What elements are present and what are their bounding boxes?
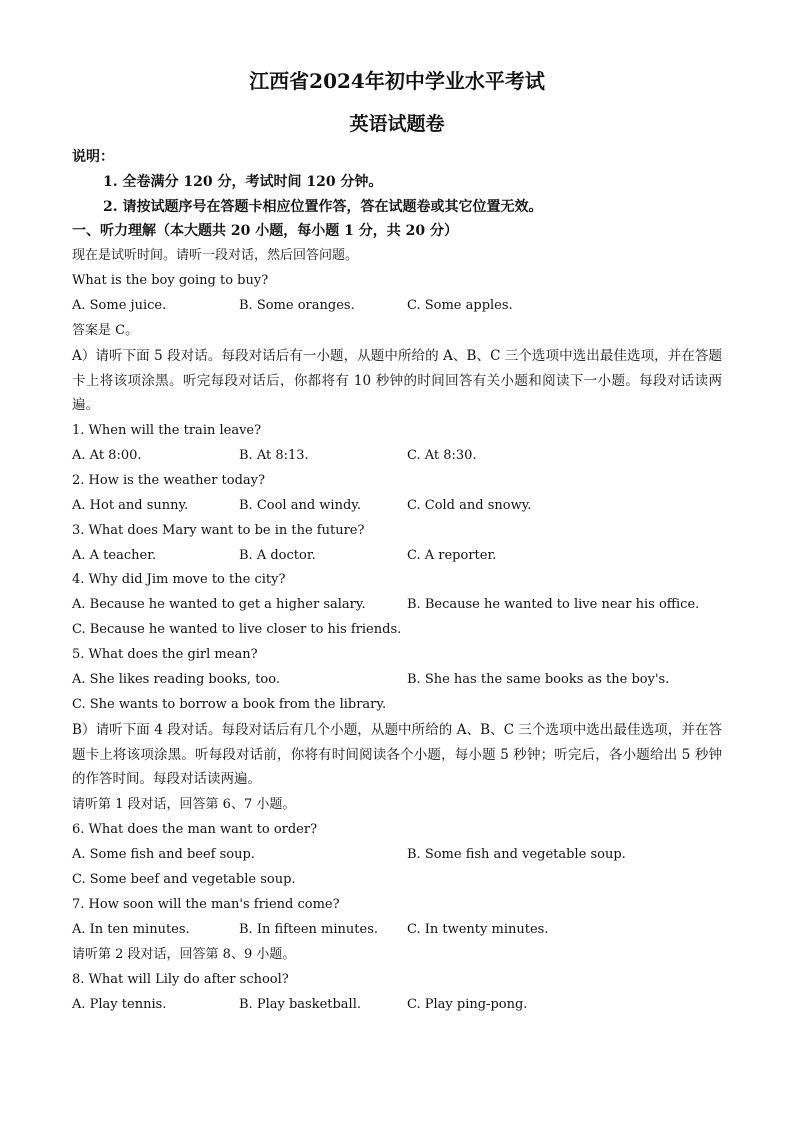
option-b: B. At 8:13. (239, 448, 309, 463)
dialog-intro: 请听第 2 段对话，回答第 8、9 小题。 (72, 947, 296, 962)
option-a: A. Some fish and beef soup. (72, 847, 255, 862)
section-heading: 一、听力理解（本大题共 20 小题，每小题 1 分，共 20 分） (72, 223, 458, 239)
trial-intro: 现在是试听时间。请听一段对话，然后回答问题。 (72, 248, 359, 263)
option-b: B. Cool and windy. (239, 498, 362, 513)
instruction-item: 2. 请按试题序号在答题卡相应位置作答，答在试题卷或其它位置无效。 (103, 199, 543, 215)
instruction-item: 1. 全卷满分 120 分，考试时间 120 分钟。 (103, 174, 383, 190)
option-c: C. In twenty minutes. (407, 922, 549, 937)
option-b: B. A doctor. (239, 548, 316, 563)
option-b: B. In fifteen minutes. (239, 922, 379, 937)
option-a: A. In ten minutes. (72, 922, 190, 937)
question: 8. What will Lily do after school? (72, 972, 289, 987)
option-b: B. Because he wanted to live near his office. (407, 597, 700, 612)
exam-title: 江西省2024年初中学业水平考试 (249, 69, 545, 93)
option-c: C. Cold and snowy. (407, 498, 532, 513)
part-b-instructions: B）请听下面 4 段对话。每段对话后有几个小题，从题中所给的 A、B、C 三个选项中选出最佳选项，并在答题卡上将该项涂黑。听每段对话前，你将有时间阅读各个小题，每小题 5 秒钟；听完后，各小题给出 5 秒钟的作答时间。每段对话读两遍。 (72, 722, 722, 787)
option-a: A. She likes reading books, too. (72, 672, 280, 687)
option-a: A. Because he wanted to get a higher salary. (72, 597, 366, 612)
option-a: A. Some juice. (72, 298, 167, 313)
option-b: B. Play basketball. (239, 997, 362, 1012)
option-c: C. Some beef and vegetable soup. (72, 872, 296, 887)
option-c: C. Some apples. (407, 298, 513, 313)
question: 2. How is the weather today? (72, 473, 265, 488)
question: 1. When will the train leave? (72, 423, 262, 438)
option-b: B. She has the same books as the boy's. (407, 672, 670, 687)
option-c: C. Play ping-pong. (407, 997, 528, 1012)
option-c: C. A reporter. (407, 548, 497, 563)
instructions-label: 说明： (72, 149, 114, 165)
option-a: A. Hot and sunny. (72, 498, 189, 513)
question: 4. Why did Jim move to the city? (72, 572, 286, 587)
option-c: C. She wants to borrow a book from the library. (72, 697, 387, 712)
option-c: C. Because he wanted to live closer to his friends. (72, 622, 402, 637)
question: 6. What does the man want to order? (72, 822, 318, 837)
option-b: B. Some fish and vegetable soup. (407, 847, 626, 862)
question: 3. What does Mary want to be in the future? (72, 523, 365, 538)
trial-answer: 答案是 C。 (72, 323, 139, 338)
question: 7. How soon will the man's friend come? (72, 897, 340, 912)
dialog-intro: 请听第 1 段对话，回答第 6、7 小题。 (72, 797, 296, 812)
option-a: A. A teacher. (72, 548, 157, 563)
option-c: C. At 8:30. (407, 448, 477, 463)
option-b: B. Some oranges. (239, 298, 355, 313)
exam-subtitle: 英语试题卷 (349, 113, 445, 135)
option-a: A. Play tennis. (72, 997, 167, 1012)
option-a: A. At 8:00. (72, 448, 142, 463)
part-a-instructions: A）请听下面 5 段对话。每段对话后有一小题，从题中所给的 A、B、C 三个选项中选出最佳选项，并在答题卡上将该项涂黑。听完每段对话后，你都将有 10 秒钟的时间回答有关小题和阅读下一小题。每段对话读两遍。 (72, 348, 722, 413)
trial-question: What is the boy going to buy? (72, 273, 269, 288)
question: 5. What does the girl mean? (72, 647, 258, 662)
